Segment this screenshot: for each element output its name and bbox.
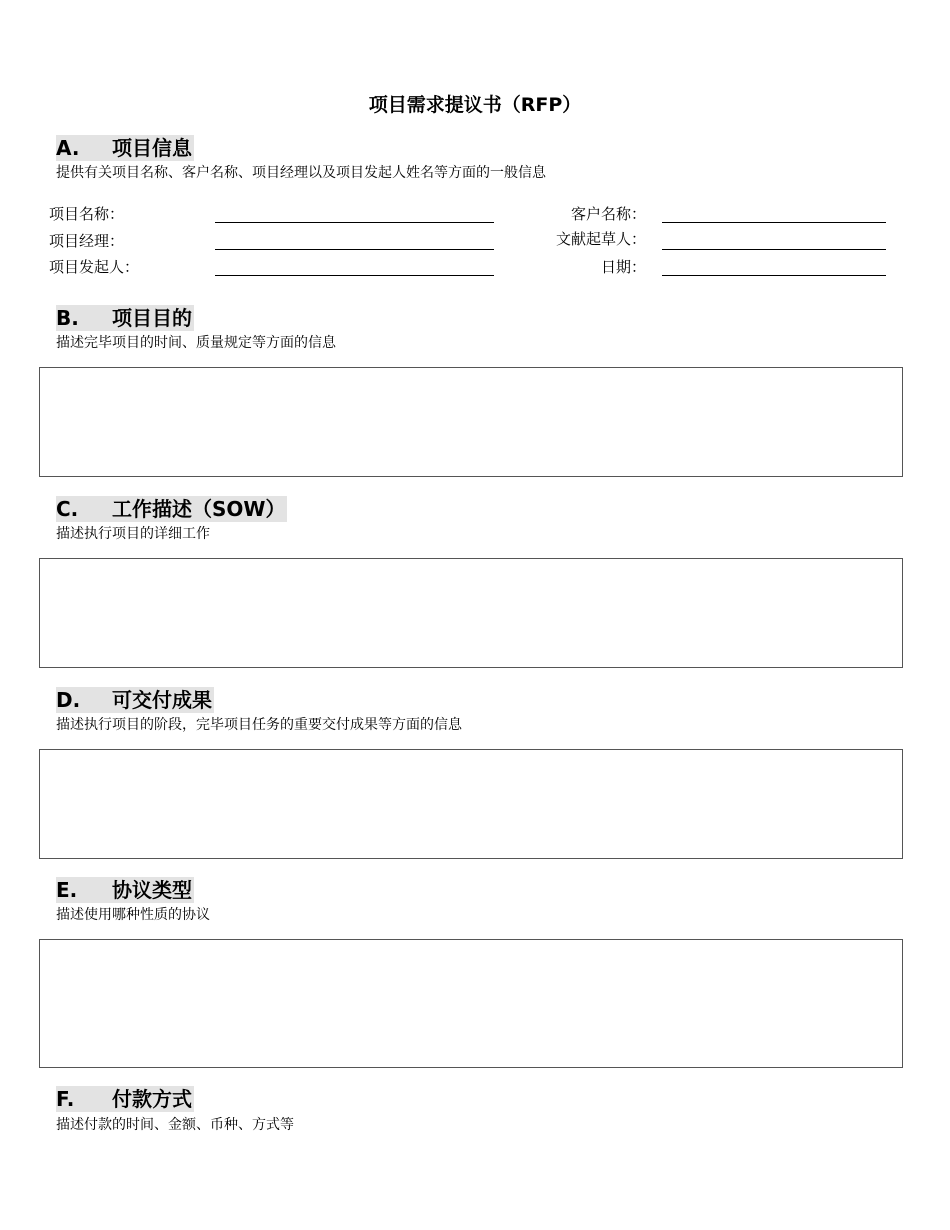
section-a-letter: A. (56, 136, 80, 160)
date-field[interactable] (662, 275, 886, 276)
date-label: 日期： (600, 258, 646, 276)
section-b-heading (56, 305, 194, 331)
client-name-field[interactable] (662, 222, 886, 223)
section-b-description: 描述完毕项目的时间、质量规定等方面的信息 (56, 335, 336, 351)
section-f-letter: F. (56, 1087, 75, 1111)
section-f-title: 付款方式 (112, 1087, 192, 1111)
project-manager-label: 项目经理： (49, 232, 125, 250)
section-d-letter: D. (56, 688, 81, 712)
project-name-label: 项目名称： (49, 205, 125, 223)
section-d-title: 可交付成果 (112, 688, 212, 712)
section-e-heading (56, 877, 194, 903)
section-b-input-box[interactable] (39, 367, 903, 477)
section-b-title: 项目目的 (112, 306, 192, 330)
section-e-input-box[interactable] (39, 939, 903, 1068)
project-sponsor-field[interactable] (215, 275, 494, 276)
section-a-description: 提供有关项目名称、客户名称、项目经理以及项目发起人姓名等方面的一般信息 (56, 165, 546, 181)
section-e-description: 描述使用哪种性质的协议 (56, 907, 210, 923)
section-c-description: 描述执行项目的详细工作 (56, 526, 210, 542)
project-sponsor-label: 项目发起人： (49, 258, 140, 276)
section-f-description: 描述付款的时间、金额、币种、方式等 (56, 1117, 294, 1133)
project-name-field[interactable] (215, 222, 494, 223)
section-f-heading (56, 1086, 194, 1112)
section-e-letter: E. (56, 878, 78, 902)
section-a-heading (56, 135, 194, 161)
doc-drafter-field[interactable] (662, 249, 886, 250)
section-d-description: 描述执行项目的阶段，完毕项目任务的重要交付成果等方面的信息 (56, 717, 462, 733)
section-a-title: 项目信息 (112, 136, 192, 160)
project-manager-field[interactable] (215, 249, 494, 250)
doc-drafter-label: 文献起草人： (555, 230, 646, 248)
section-c-letter: C. (56, 497, 79, 521)
section-d-input-box[interactable] (39, 749, 903, 859)
section-c-title: 工作描述（SOW） (112, 497, 286, 521)
document-title: 项目需求提议书（RFP） (368, 94, 582, 116)
client-name-label: 客户名称： (570, 205, 646, 223)
section-e-title: 协议类型 (112, 878, 192, 902)
section-b-letter: B. (56, 306, 79, 330)
section-c-input-box[interactable] (39, 558, 903, 668)
section-d-heading (56, 687, 214, 713)
section-c-heading (56, 496, 287, 522)
